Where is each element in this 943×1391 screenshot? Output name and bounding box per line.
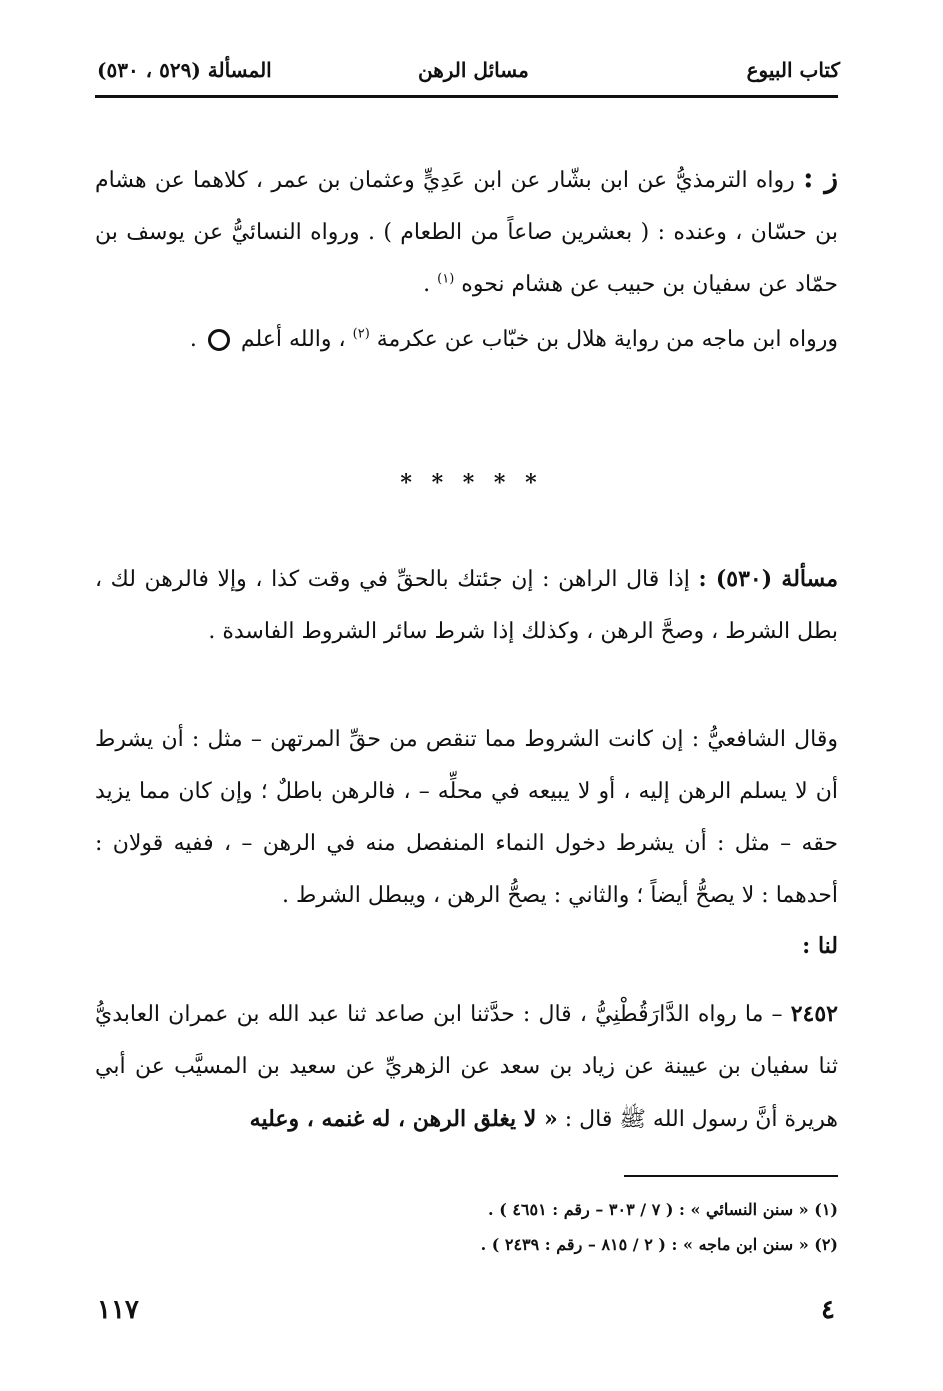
paragraph-tirmidhi	[95, 152, 838, 311]
footnote-2: (٢) « سنن ابن ماجه » : ( ٢ / ٨١٥ – رقم : ٢٤٣٩ ) .	[480, 1235, 838, 1254]
paragraph-text: رواه الترمذيُّ عن ابن بشّار عن ابن عَدِيٍّ وعثمان بن عمر ، كلاهما عن هشام بن حسّان ، وعنده : ( بعشرين صاعاً من الطعام ) . ورواه النسائيُّ عن يوسف بن حمّاد عن سفيان بن حبيب عن هشام نحوه	[95, 168, 838, 297]
hadith-paragraph	[95, 988, 838, 1146]
hadith-quote: « لا يغلق الرهن ، له غنمه ، وعليه	[249, 1106, 558, 1132]
circle-end-mark-icon	[208, 329, 230, 351]
paragraph-ibn-majah	[95, 314, 838, 366]
hadith-number: ٢٤٥٢	[790, 1001, 838, 1027]
footnote-mark-1: (١)	[437, 271, 455, 287]
header-book-title: كتاب البيوع	[746, 58, 840, 82]
issue-text: إذا قال الراهن : إن جئتك بالحقِّ في وقت كذا ، وإلا فالرهن لك ، بطل الشرط ، وصحَّ الرهن ، وكذلك إذا شرط سائر الشروط الفاسدة .	[95, 567, 838, 644]
paragraph-marker: ز :	[803, 161, 838, 194]
page-number-right: ٤	[821, 1295, 835, 1325]
header-issue-ref: المسألة (٥٢٩ ، ٥٣٠)	[97, 58, 272, 82]
paragraph-text: ورواه ابن ماجه من رواية هلال بن خبّاب عن عكرمة	[376, 327, 838, 352]
issue-label: مسألة (٥٣٠) :	[698, 566, 839, 592]
page-number-left: ١١٧	[97, 1295, 139, 1325]
footnote-mark-2: (٢)	[352, 326, 370, 342]
header-chapter: مسائل الرهن	[418, 58, 529, 82]
section-separator: * * * * *	[400, 470, 543, 496]
hadith-intro: – ما رواه الدَّارَقُطْنِيُّ ، قال : حدَّثنا ابن صاعد ثنا عبد الله بن عمران العابديُّ ثنا سفيان بن عيينة عن زياد بن سعد عن الزهريِّ عن سعيد بن المسيَّب عن أبي هريرة أنَّ رسول الله ﷺ قال :	[95, 1002, 838, 1132]
lana-heading: لنا :	[802, 933, 838, 959]
issue-paragraph	[95, 553, 838, 658]
header-rule	[95, 95, 838, 98]
shafii-text: وقال الشافعيُّ : إن كانت الشروط مما تنقص من حقِّ المرتهن – مثل : أن يشرط أن لا يسلم الرهن إليه ، أو لا يبيعه في محلِّه – ، فالرهن باطلٌ ؛ وإن كان مما يزيد حقه – مثل : أن يشرط دخول النماء المنفصل منه في الرهن – ، ففيه قولان : أحدهما : لا يصحُّ أيضاً ؛ والثاني : يصحُّ الرهن ، ويبطل الشرط .	[95, 727, 838, 908]
paragraph-end: .	[423, 272, 431, 297]
paragraph-text-after: ، والله أعلم	[240, 327, 346, 352]
paragraph-end: .	[189, 327, 197, 352]
shafii-paragraph	[95, 714, 838, 922]
footnote-1: (١) « سنن النسائي » : ( ٧ / ٣٠٣ – رقم : ٤٦٥١ ) .	[488, 1200, 838, 1219]
footnote-rule	[624, 1175, 838, 1177]
